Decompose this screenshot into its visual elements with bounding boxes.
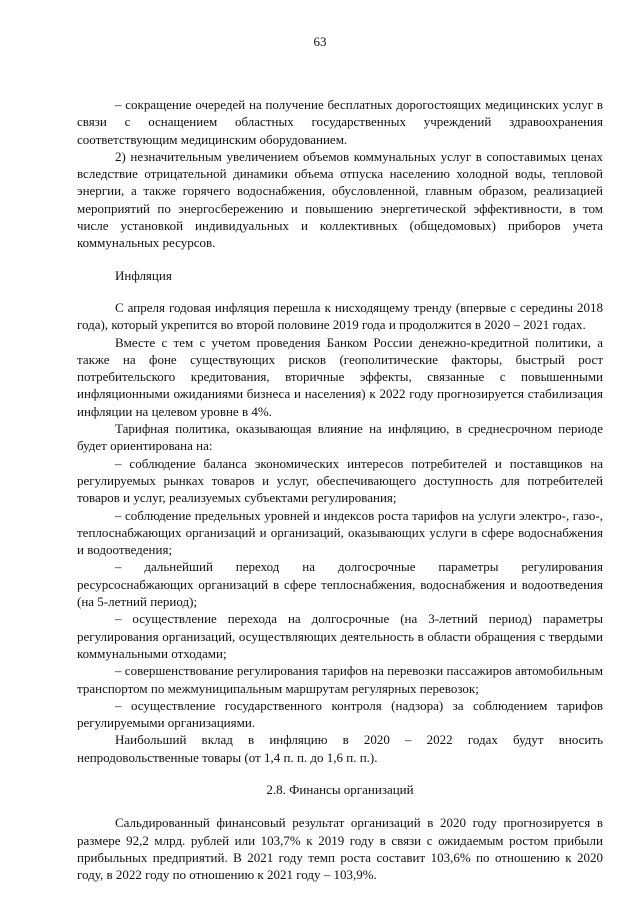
- inflation-heading: Инфляция: [115, 267, 172, 283]
- paragraph: Вместе с тем с учетом проведения Банком России денежно-кредитной политики, а также на фоне существующих рисков (геополитические факторы, быстрый рост потребительского кредитования, вторичные эффекты, связанные с повышенными инфляционными ожиданиями бизнеса и населения) к 2022 году прогнозируется стабилизация инфляции на целевом уровне в 4%.: [77, 334, 603, 419]
- paragraph: Наибольший вклад в инфляцию в 2020 – 2022 годах будут вносить непродовольственные товары (от 1,4 п. п. до 1,6 п. п.).: [77, 732, 603, 765]
- paragraph: 2) незначительным увеличением объемов коммунальных услуг в сопоставимых ценах вследствие отрицательной динамики объема отпуска населению холодной воды, тепловой энергии, а также горячего водоснабжения, обусловленной, главным образом, реализацией мероприятий по энергосбережению и повышению энергетической эффективности, в том числе установкой индивидуальных и коллективных (общедомовых) приборов учета коммунальных ресурсов.: [77, 148, 603, 251]
- list-item: – осуществление перехода на долгосрочные (на 3-летний период) параметры регулирования организаций, осуществляющих деятельность в области обращения с твердыми коммунальными отходами;: [77, 611, 603, 661]
- document-body: [77, 96, 603, 883]
- paragraph: Тарифная политика, оказывающая влияние на инфляцию, в среднесрочном периоде будет ориентирована на:: [77, 421, 603, 454]
- page-number: 63: [313, 34, 327, 49]
- paragraph: – сокращение очередей на получение бесплатных дорогостоящих медицинских услуг в связи с оснащением областных государственных учреждений здравоохранения соответствующим медицинским оборудованием.: [77, 97, 603, 147]
- list-item: – соблюдение предельных уровней и индексов роста тарифов на услуги электро-, газо-, теплоснабжающих организаций и организаций, оказывающих услуги в сфере водоснабжения и водоотведения;: [77, 507, 603, 558]
- list-item: – осуществление государственного контроля (надзора) за соблюдением тарифов регулируемыми организациями.: [77, 697, 603, 731]
- section-heading: 2.8. Финансы организаций: [266, 781, 414, 797]
- list-item: – совершенствование регулирования тарифов на перевозки пассажиров автомобильным транспортом по межмуниципальным маршрутам регулярных перевозок;: [77, 663, 603, 696]
- list-item: – соблюдение баланса экономических интересов потребителей и поставщиков на регулируемых рынках товаров и услуг, обеспечивающего доступность для потребителей товаров и услуг, реализуемых субъектами регулирования;: [77, 455, 603, 506]
- paragraph: Сальдированный финансовый результат организаций в 2020 году прогнозируется в размере 92,2 млрд. рублей или 103,7% к 2019 году в связи с ожидаемым ростом прибыли прибыльных предприятий. В 2021 году темп роста составит 103,6% по отношению к 2020 году, в 2022 году по отношению к 2021 году – 103,9%.: [77, 815, 603, 883]
- list-item: – дальнейший переход на долгосрочные параметры регулирования ресурсоснабжающих организаций в сфере теплоснабжения, водоснабжения и водоотведения (на 5-летний период);: [77, 559, 603, 610]
- paragraph: С апреля годовая инфляция перешла к нисходящему тренду (впервые с середины 2018 года), который укрепится во второй половине 2019 года и продолжится в 2020 – 2021 годах.: [77, 299, 603, 333]
